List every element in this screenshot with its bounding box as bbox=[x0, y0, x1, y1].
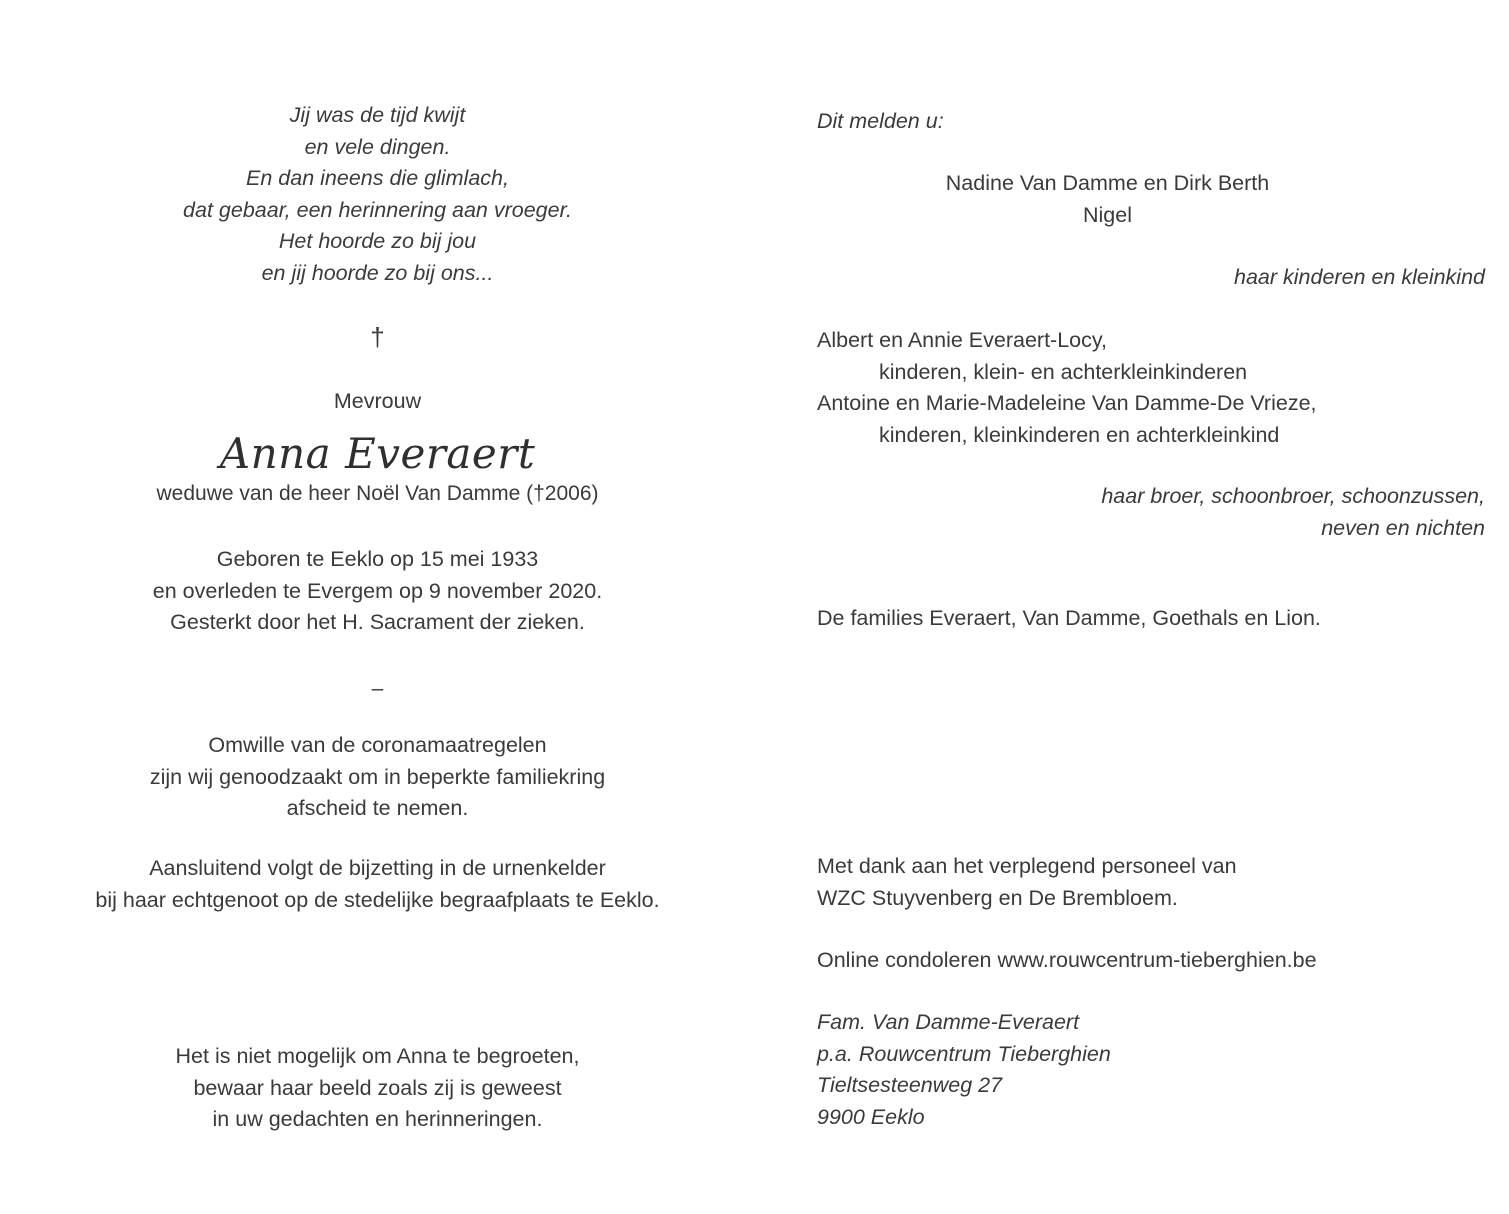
children-line: Nadine Van Damme en Dirk Berth bbox=[945, 171, 1270, 195]
poem-line: En dan ineens die glimlach, bbox=[246, 166, 509, 190]
siblings-role-line: haar broer, schoonbroer, schoonzussen, bbox=[1101, 484, 1485, 508]
sender-line: p.a. Rouwcentrum Tieberghien bbox=[817, 1041, 1111, 1066]
sender-line: 9900 Eeklo bbox=[817, 1104, 925, 1129]
poem-line: dat gebaar, een herinnering aan vroeger. bbox=[183, 197, 572, 222]
thanks-line: WZC Stuyvenberg en De Brembloem. bbox=[817, 885, 1178, 910]
announce-label: Dit melden u: bbox=[817, 109, 944, 133]
death-line: en overleden te Evergem op 9 november 2020. bbox=[152, 578, 603, 603]
poem-line: Het hoorde zo bij jou bbox=[278, 229, 477, 253]
thanks-line: Met dank aan het verplegend personeel van bbox=[817, 854, 1237, 878]
sender-line: Tieltsesteenweg 27 bbox=[817, 1073, 1003, 1097]
sacrament-line: Gesterkt door het H. Sacrament der zieken. bbox=[170, 610, 585, 634]
corona-line: afscheid te nemen. bbox=[286, 796, 469, 820]
children-block bbox=[755, 168, 1460, 231]
siblings-line: kinderen, kleinkinderen en achterkleinkind bbox=[879, 422, 1280, 447]
families-line: De families Everaert, Van Damme, Goethals en Lion. bbox=[817, 606, 1321, 630]
life-dates-block bbox=[0, 544, 755, 639]
closing-line: Het is niet mogelijk om Anna te begroeten, bbox=[175, 1044, 580, 1068]
children-line: Nigel bbox=[1083, 202, 1132, 227]
cross-icon: † bbox=[370, 322, 385, 352]
sender-address-block bbox=[817, 1007, 1111, 1133]
siblings-role-line: neven en nichten bbox=[1321, 515, 1485, 540]
siblings-line: Albert en Annie Everaert-Locy, bbox=[817, 328, 1108, 352]
widow-line: weduwe van de heer Noël Van Damme (†2006) bbox=[156, 482, 599, 505]
birth-line: Geboren te Eeklo op 15 mei 1933 bbox=[216, 547, 539, 571]
siblings-line: kinderen, klein- en achterkleinkinderen bbox=[879, 359, 1248, 384]
poem-block bbox=[0, 100, 755, 289]
corona-line: zijn wij genoodzaakt om in beperkte familiekring bbox=[149, 764, 606, 789]
page-title: Anna Everaert bbox=[219, 429, 536, 478]
closing-line: bewaar haar beeld zoals zij is geweest bbox=[193, 1075, 562, 1100]
right-page bbox=[755, 0, 1509, 1214]
honorific-label: Mevrouw bbox=[333, 389, 422, 413]
siblings-role-label bbox=[755, 481, 1485, 544]
urn-line: bij haar echtgenoot op de stedelijke begraafplaats te Eeklo. bbox=[95, 887, 660, 912]
online-condolence-line: Online condoleren www.rouwcentrum-tieberghien.be bbox=[817, 948, 1317, 972]
siblings-block bbox=[817, 325, 1507, 451]
poem-line: en vele dingen. bbox=[304, 134, 451, 159]
divider: – bbox=[371, 677, 384, 700]
urn-burial-block bbox=[0, 853, 755, 916]
closing-block bbox=[0, 1041, 755, 1136]
poem-line: Jij was de tijd kwijt bbox=[289, 103, 466, 127]
children-role-label: haar kinderen en kleinkind bbox=[1234, 265, 1485, 289]
closing-line: in uw gedachten en herinneringen. bbox=[212, 1107, 543, 1131]
corona-line: Omwille van de coronamaatregelen bbox=[208, 733, 547, 757]
corona-notice-block bbox=[0, 730, 755, 825]
siblings-line: Antoine en Marie-Madeleine Van Damme-De Vrieze, bbox=[817, 391, 1317, 415]
urn-line: Aansluitend volgt de bijzetting in de urnenkelder bbox=[149, 856, 606, 880]
thanks-block bbox=[817, 851, 1237, 914]
poem-line: en jij hoorde zo bij ons... bbox=[261, 260, 494, 285]
sender-line: Fam. Van Damme-Everaert bbox=[817, 1010, 1080, 1034]
